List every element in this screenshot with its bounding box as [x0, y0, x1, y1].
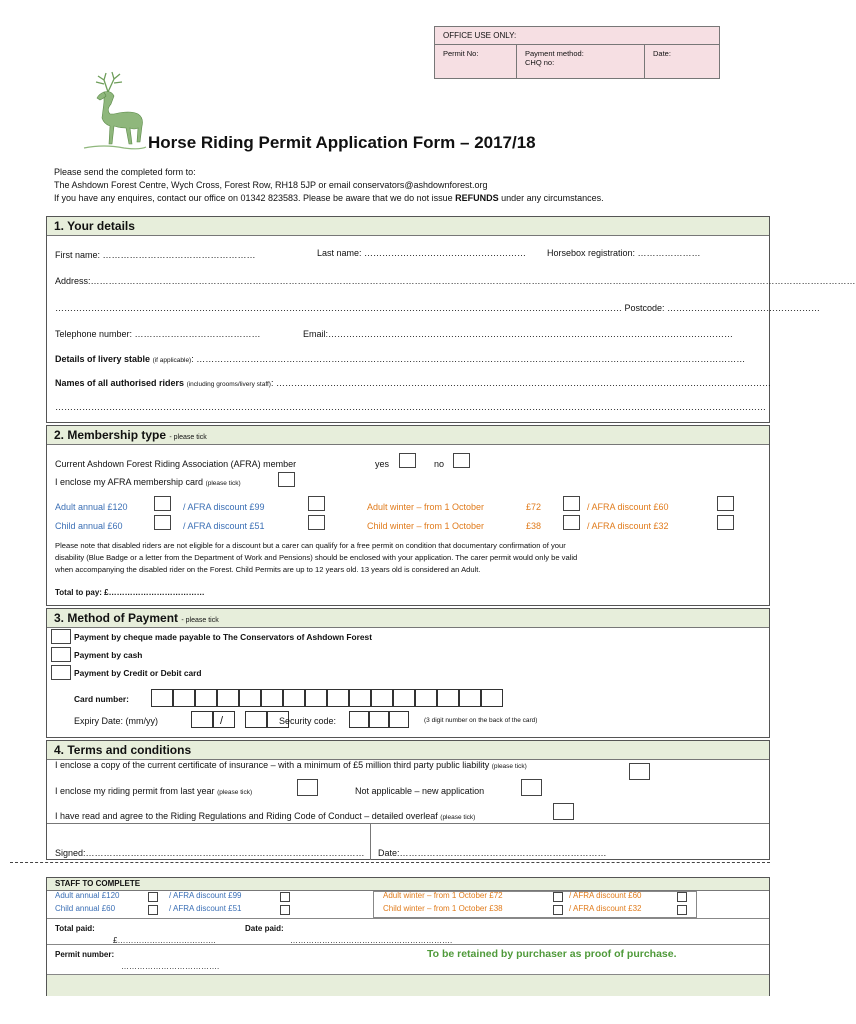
- security-code-note: (3 digit number on the back of the card): [424, 717, 538, 724]
- staff-heading: STAFF TO COMPLETE: [47, 878, 769, 891]
- staff-adult-annual-checkbox[interactable]: [148, 892, 158, 902]
- staff-divider-2: [47, 944, 769, 945]
- staff-date-paid-field[interactable]: …………………………………………………….: [290, 936, 453, 945]
- card-number-digit-box[interactable]: [283, 689, 305, 707]
- section-terms-and-conditions: [46, 740, 770, 860]
- disabled-note-line-1: Please note that disabled riders are not eligible for a discount but a carer can qualify for a free permit on condition that documentary confirmation of your: [55, 541, 566, 550]
- card-checkbox[interactable]: [51, 665, 71, 680]
- afra-60-checkbox[interactable]: [717, 496, 734, 511]
- staff-afra-32-checkbox[interactable]: [677, 905, 687, 915]
- staff-afra-51: / AFRA discount £51: [169, 904, 242, 913]
- card-number-digit-box[interactable]: [239, 689, 261, 707]
- staff-afra-99-checkbox[interactable]: [280, 892, 290, 902]
- security-code-label: Security code:: [279, 716, 337, 726]
- security-box-1[interactable]: [349, 711, 369, 728]
- office-date: Date:: [653, 49, 671, 58]
- child-annual-label: Child annual £60: [55, 521, 123, 531]
- staff-to-complete-section: [46, 877, 770, 996]
- security-box-2[interactable]: [369, 711, 389, 728]
- total-to-pay-field[interactable]: Total to pay: £………………………………: [55, 588, 205, 597]
- agree-label: I have read and agree to the Riding Regulations and Riding Code of Conduct – detailed overleaf (please tick): [55, 811, 476, 821]
- adult-winter-label: Adult winter – from 1 October: [367, 502, 485, 512]
- card-number-digit-box[interactable]: [393, 689, 415, 707]
- page-title: Horse Riding Permit Application Form – 2017/18: [148, 133, 536, 152]
- child-winter-label: Child winter – from 1 October: [367, 521, 485, 531]
- child-winter-checkbox[interactable]: [563, 515, 580, 530]
- not-applicable-checkbox[interactable]: [521, 779, 542, 796]
- card-number-digit-box[interactable]: [305, 689, 327, 707]
- address-postcode-field[interactable]: ……………………………………………………………………………………………………………………………………………………………………… Postcode: ……………………………………………: [55, 303, 821, 313]
- expiry-label: Expiry Date: (mm/yy): [74, 716, 159, 726]
- insurance-checkbox[interactable]: [629, 763, 650, 780]
- cut-line: [10, 862, 770, 863]
- adult-winter-checkbox[interactable]: [563, 496, 580, 511]
- staff-total-paid-label: Total paid:: [55, 924, 95, 933]
- section-your-details: [46, 216, 856, 423]
- adult-winter-price: £72: [526, 502, 542, 512]
- last-name-field[interactable]: Last name: ………………………………………………: [317, 248, 527, 258]
- afra-card-checkbox[interactable]: [278, 472, 295, 487]
- staff-footer-band: [47, 974, 769, 996]
- card-number-digit-box[interactable]: [437, 689, 459, 707]
- cash-checkbox[interactable]: [51, 647, 71, 662]
- retain-notice: To be retained by purchaser as proof of purchase.: [427, 948, 677, 960]
- staff-adult-winter-checkbox[interactable]: [553, 892, 563, 902]
- section-membership-type: [46, 425, 770, 606]
- afra-no-checkbox[interactable]: [453, 453, 470, 468]
- first-name-field[interactable]: First name: ……………………………………………: [55, 250, 256, 260]
- section-method-of-payment: [46, 608, 770, 738]
- disabled-note-line-3: when accompanying the disabled rider on the Forest. Child Permits are up to 12 years old. 13 years old is considered an Adult.: [55, 565, 481, 574]
- staff-child-winter: Child winter – from 1 October £38: [383, 904, 503, 913]
- card-number-digit-box[interactable]: [415, 689, 437, 707]
- email-field[interactable]: Email:………………………………………………………………………………………………………………………: [303, 329, 734, 339]
- staff-afra-32: / AFRA discount £32: [569, 904, 642, 913]
- riders-field-line-2[interactable]: …………………………………………………………………………………………………………………………………………………………………………………………………………………: [55, 402, 766, 412]
- riding-permit-label: I enclose my riding permit from last year (please tick): [55, 786, 253, 796]
- date-field[interactable]: Date:……………………………………………………………: [378, 848, 607, 858]
- telephone-field[interactable]: Telephone number: ……………………………………: [55, 329, 261, 339]
- staff-date-paid-label: Date paid:: [245, 924, 284, 933]
- child-winter-price: £38: [526, 521, 542, 531]
- expiry-month-box-2[interactable]: [213, 711, 235, 728]
- card-number-digit-box[interactable]: [371, 689, 393, 707]
- card-number-digit-box[interactable]: [195, 689, 217, 707]
- office-use-box: [434, 26, 720, 79]
- card-number-digit-box[interactable]: [349, 689, 371, 707]
- signature-split: [370, 823, 371, 860]
- card-label: Payment by Credit or Debit card: [74, 668, 202, 678]
- staff-total-paid-field[interactable]: £……………………………….: [113, 936, 216, 945]
- afra-card-label: I enclose my AFRA membership card (please tick): [55, 477, 241, 487]
- child-annual-checkbox[interactable]: [154, 515, 171, 530]
- horsebox-field[interactable]: Horsebox registration: …………………: [547, 248, 701, 258]
- riding-permit-checkbox[interactable]: [297, 779, 318, 796]
- staff-adult-winter: Adult winter – from 1 October £72: [383, 891, 503, 900]
- card-number-digit-box[interactable]: [481, 689, 503, 707]
- afra-99-checkbox[interactable]: [308, 496, 325, 511]
- signature-divider: [47, 823, 769, 824]
- staff-divider-1: [47, 918, 769, 919]
- staff-child-annual: Child annual £60: [55, 904, 116, 913]
- insurance-label: I enclose a copy of the current certificate of insurance – with a minimum of £5 million third party public liability (please tick): [55, 760, 527, 770]
- card-number-label: Card number:: [74, 694, 129, 704]
- expiry-year-box-1[interactable]: [245, 711, 267, 728]
- afra-60-label: / AFRA discount £60: [587, 502, 669, 512]
- signed-field[interactable]: Signed:…………………………………………………………………………………: [55, 848, 365, 858]
- card-number-digit-box[interactable]: [173, 689, 195, 707]
- cheque-label: Payment by cheque made payable to The Conservators of Ashdown Forest: [74, 632, 372, 642]
- staff-child-winter-checkbox[interactable]: [553, 905, 563, 915]
- afra-yes-checkbox[interactable]: [399, 453, 416, 468]
- staff-afra-60-checkbox[interactable]: [677, 892, 687, 902]
- adult-annual-label: Adult annual £120: [55, 502, 128, 512]
- card-number-digit-box[interactable]: [151, 689, 173, 707]
- afra-32-checkbox[interactable]: [717, 515, 734, 530]
- intro-line-2: The Ashdown Forest Centre, Wych Cross, Forest Row, RH18 5JP or email conservators@ashdownforest.org: [54, 180, 488, 190]
- expiry-slash: /: [220, 715, 224, 727]
- afra-32-label: / AFRA discount £32: [587, 521, 669, 531]
- card-number-digit-box[interactable]: [327, 689, 349, 707]
- afra-no-label: no: [434, 459, 445, 469]
- afra-51-checkbox[interactable]: [308, 515, 325, 530]
- staff-permit-number-label: Permit number:: [55, 950, 115, 959]
- not-applicable-label: Not applicable – new application: [355, 786, 485, 796]
- card-number-digit-box[interactable]: [459, 689, 481, 707]
- card-number-digit-box[interactable]: [217, 689, 239, 707]
- afra-51-label: / AFRA discount £51: [183, 521, 265, 531]
- staff-child-annual-checkbox[interactable]: [148, 905, 158, 915]
- staff-afra-99: / AFRA discount £99: [169, 891, 242, 900]
- office-permit-no: Permit No:: [435, 45, 517, 79]
- riders-field[interactable]: Names of all authorised riders (including grooms/livery staff): …………………………………………………………………………………………………………………………………………………: [55, 378, 771, 388]
- staff-adult-annual: Adult annual £120: [55, 891, 120, 900]
- expiry-month-box-1[interactable]: [191, 711, 213, 728]
- card-number-digit-box[interactable]: [261, 689, 283, 707]
- section-4-heading: 4. Terms and conditions: [47, 741, 769, 760]
- staff-permit-number-field[interactable]: ……………………………….: [121, 962, 220, 971]
- staff-afra-51-checkbox[interactable]: [280, 905, 290, 915]
- section-3-heading: 3. Method of Payment - please tick: [47, 609, 769, 628]
- disabled-note-line-2: disability (Blue Badge or a letter from the Department of Work and Pensions) should be enclosed with your application. The carer permit would only be valid: [55, 553, 578, 562]
- agree-checkbox[interactable]: [553, 803, 574, 820]
- address-field[interactable]: Address:…………………………………………………………………………………………………………………………………………………………………………………………………………………………………: [55, 276, 856, 286]
- afra-yes-label: yes: [375, 459, 390, 469]
- livery-field[interactable]: Details of livery stable (if applicable): …………………………………………………………………………………………………………………………………………………………………: [55, 354, 746, 364]
- afra-member-question: Current Ashdown Forest Riding Association (AFRA) member: [55, 459, 297, 469]
- office-payment-method: Payment method: CHQ no:: [517, 45, 645, 79]
- staff-afra-60: / AFRA discount £60: [569, 891, 642, 900]
- intro-line-1: Please send the completed form to:: [54, 167, 196, 177]
- security-box-3[interactable]: [389, 711, 409, 728]
- deer-logo-icon: [64, 70, 148, 154]
- section-2-heading: 2. Membership type - please tick: [47, 426, 769, 445]
- section-1-heading: 1. Your details: [47, 217, 769, 236]
- office-use-heading: OFFICE USE ONLY:: [435, 27, 719, 45]
- adult-annual-checkbox[interactable]: [154, 496, 171, 511]
- intro-line-3: If you have any enquires, contact our office on 01342 823583. Please be aware that we do not issue REFUNDS under any circumstances.: [54, 193, 604, 203]
- cash-label: Payment by cash: [74, 650, 143, 660]
- afra-99-label: / AFRA discount £99: [183, 502, 265, 512]
- cheque-checkbox[interactable]: [51, 629, 71, 644]
